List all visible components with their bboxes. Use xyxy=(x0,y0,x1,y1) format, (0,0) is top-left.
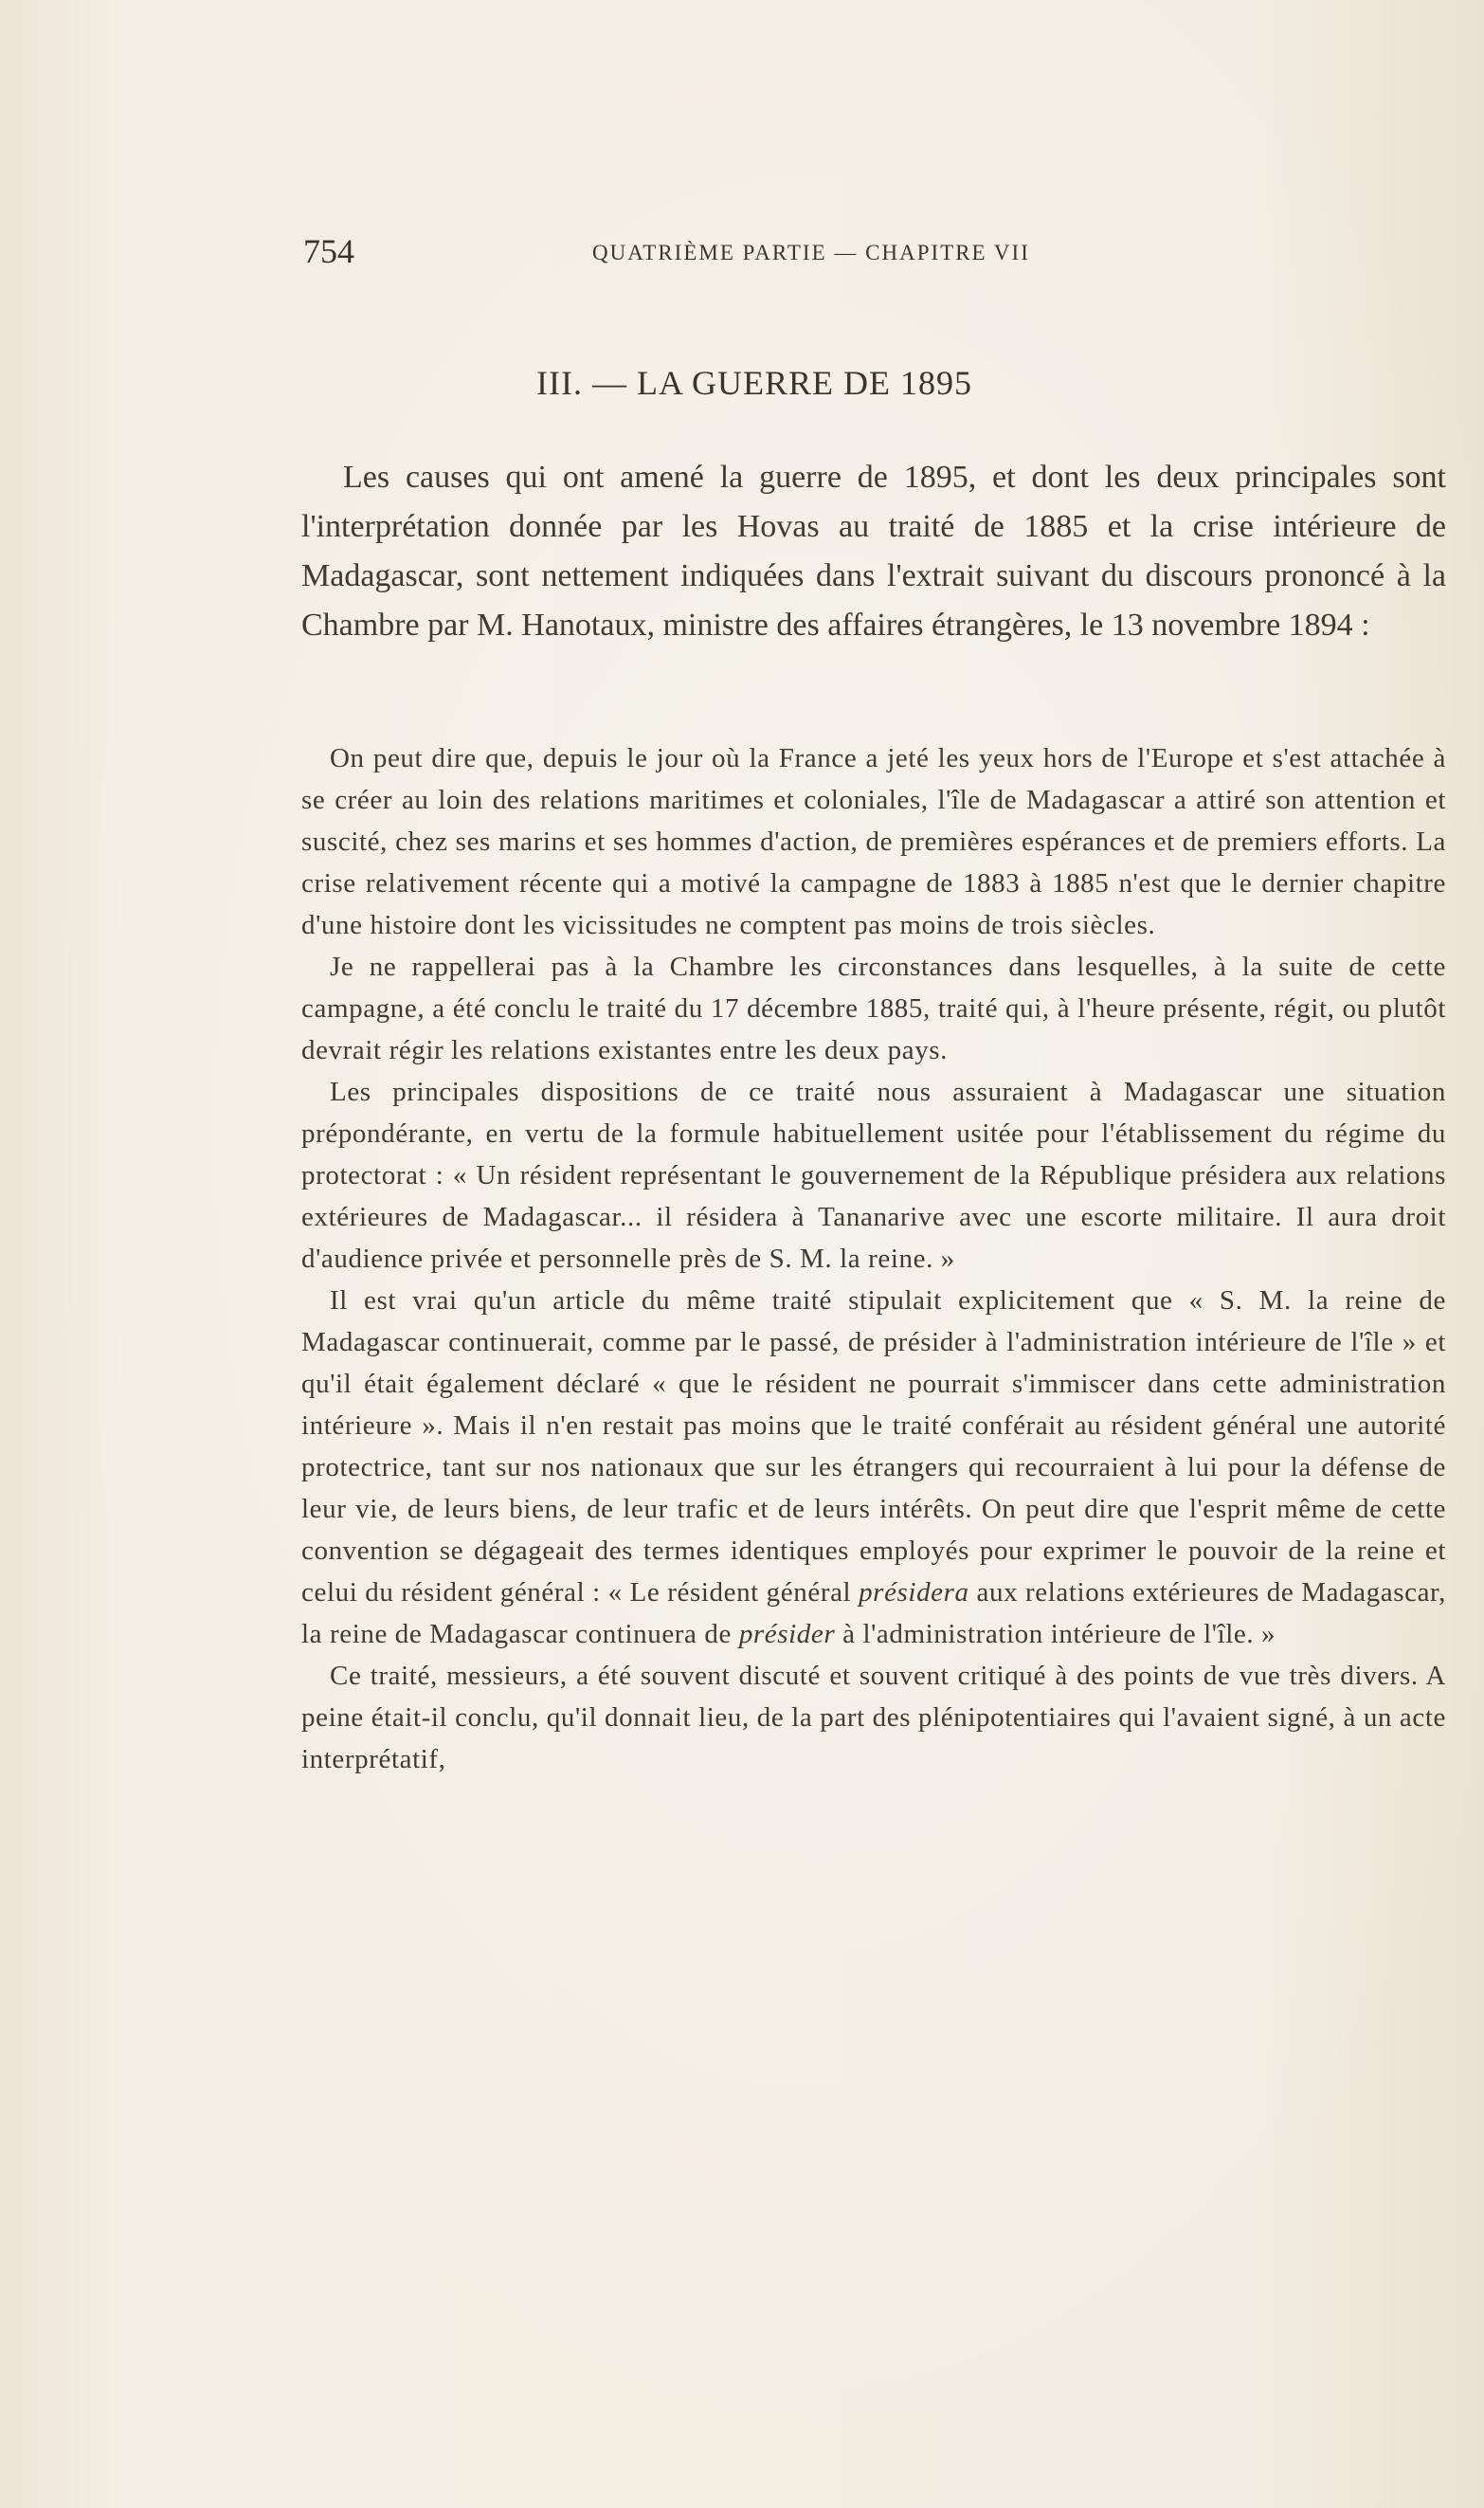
quote-paragraph-4-end: à l'administration intérieure de l'île. » xyxy=(835,1619,1276,1649)
quote-paragraph-2: Je ne rappellerai pas à la Chambre les circonstances dans lesquelles, à la suite de cette campagne, a été conclu le traité du 17 décembre 1885, traité qui, à l'heure présente, régit, ou plutôt devrait régir les relations existantes entre les deux pays. xyxy=(301,952,1446,1065)
quote-emphasis-presider: présider xyxy=(738,1619,836,1649)
running-head xyxy=(303,231,1478,269)
quote-emphasis-presidera: présidera xyxy=(859,1577,969,1608)
section-title: III. — LA GUERRE DE 1895 xyxy=(536,364,972,402)
quote-paragraph-3: Les principales dispositions de ce traité nous assuraient à Madagascar une situation prépondérante, en vertu de la formule habituellement usitée pour l'établissement du régime du protectorat : « Un résident représentant le gouvernement de la République présidera aux relations extérieures de Madagascar... il résidera à Tananarive avec une escorte militaire. Il aura droit d'audience privée et personnelle près de S. M. la reine. » xyxy=(301,1077,1446,1274)
running-title: QUATRIÈME PARTIE — CHAPITRE VII xyxy=(592,241,1030,264)
intro-paragraph: Les causes qui ont amené la guerre de 1895, et dont les deux principales sont l'interprétation donnée par les Hovas au traité de 1885 et la crise intérieure de Madagascar, sont nettement indiquées dans l'extrait suivant du discours prononcé à la Chambre par M. Hanotaux, ministre des affaires étrangères, le 13 novembre 1894 : xyxy=(301,460,1446,643)
quote-paragraph-4-middle: aux relations extérieures de Madagascar, la reine de Madagascar continuera de xyxy=(301,1577,1447,1649)
page-number: 754 xyxy=(303,232,354,270)
quote-paragraph-4 xyxy=(301,1280,1446,1655)
quoted-speech xyxy=(301,737,1446,1780)
intro-text xyxy=(301,453,1446,650)
quote-paragraph-1: On peut dire que, depuis le jour où la France a jeté les yeux hors de l'Europe et s'est attachée à se créer au loin des relations maritimes et coloniales, l'île de Madagascar a attiré son attention et suscité, chez ses marins et ses hommes d'action, de premières espérances et de premiers efforts. La crise relativement récente qui a motivé la campagne de 1883 à 1885 n'est que le dernier chapitre d'une histoire dont les vicissitudes ne comptent pas moins de trois siècles. xyxy=(301,743,1446,940)
quote-paragraph-5: Ce traité, messieurs, a été souvent discuté et souvent critiqué à des points de vue très divers. A peine était-il conclu, qu'il donnait lieu, de la part des plénipotentiaires qui l'avaient signé, à un acte interprétatif, xyxy=(301,1661,1446,1774)
quote-paragraph-4-start: Il est vrai qu'un article du même traité stipulait explicitement que « S. M. la reine de Madagascar continuerait, comme par le passé, de présider à l'administration intérieure de l'île » et qu'il était également déclaré « que le résident ne pourrait s'immiscer dans cette administration intérieure ». Mais il n'en restait pas moins que le traité conférait au résident général une autorité protectrice, tant sur nos nationaux que sur les étrangers qui recourraient à lui pour la défense de leur vie, de leurs biens, de leur trafic et de leurs intérêts. On peut dire que l'esprit même de cette convention se dégageait des termes identiques employés pour exprimer le pouvoir de la reine et celui du résident général : « Le résident général xyxy=(301,1285,1446,1608)
